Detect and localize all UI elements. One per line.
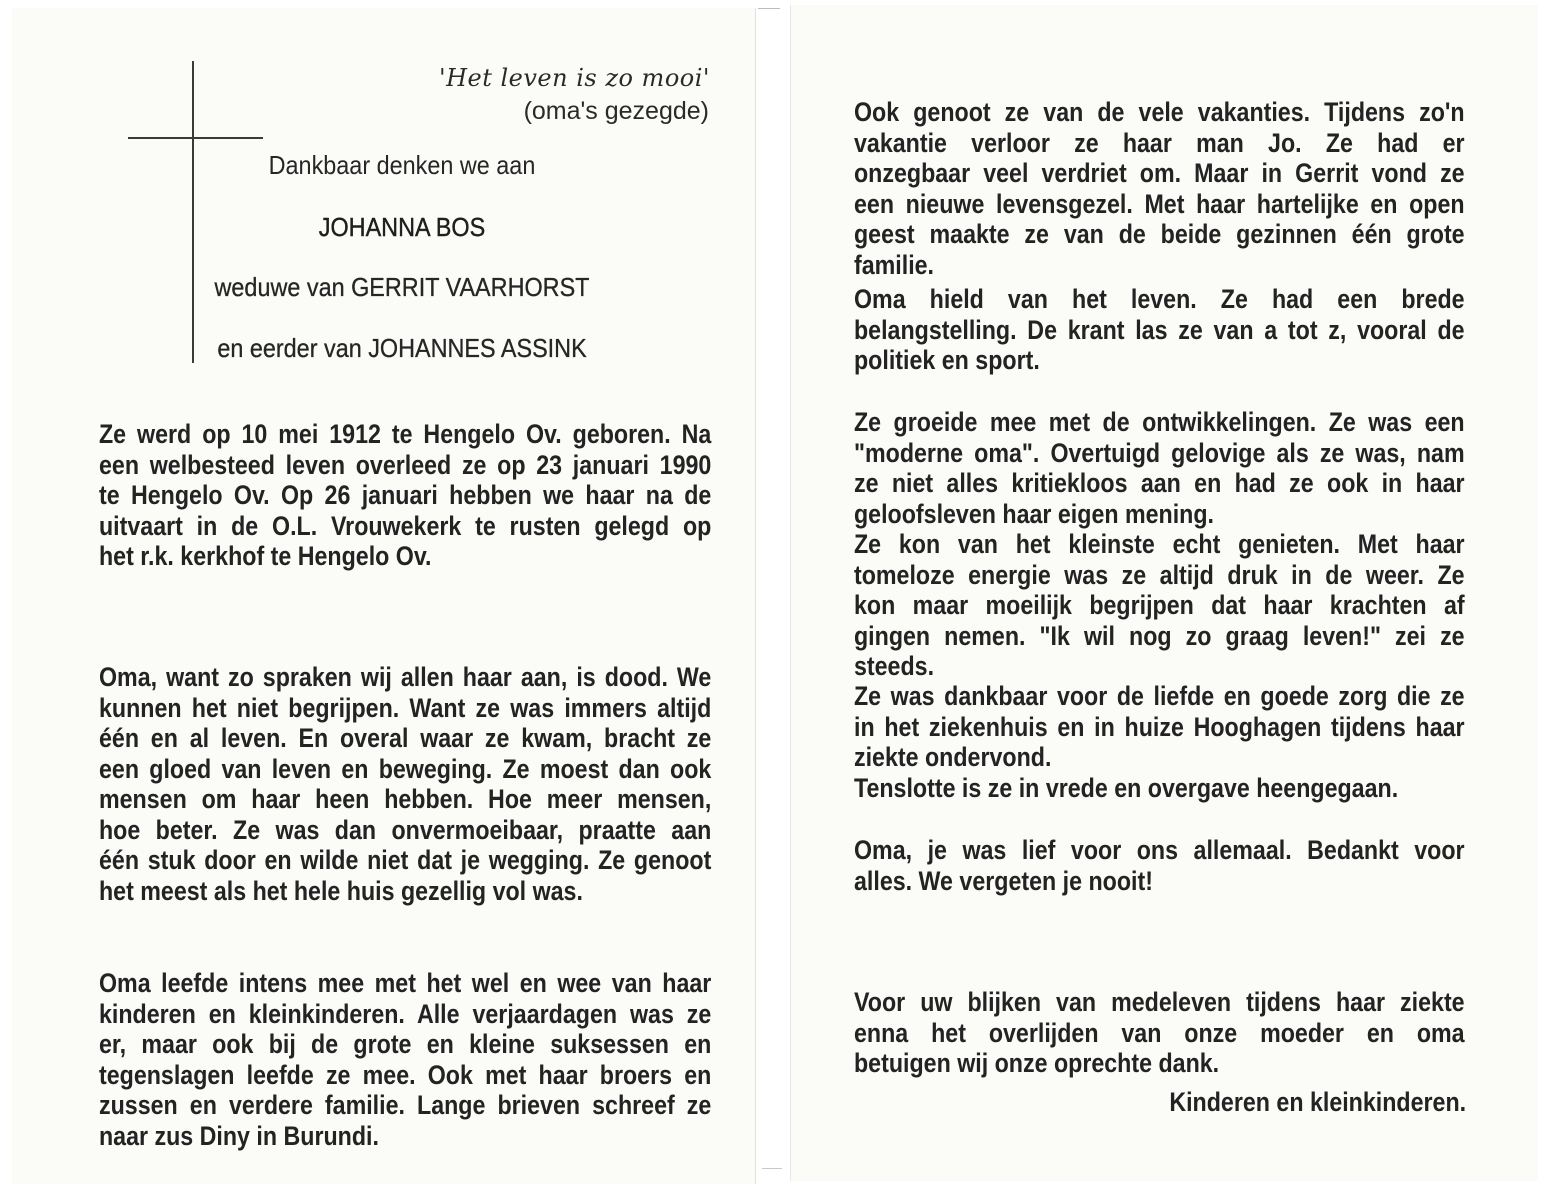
text-line: één stuk door en wilde niet dat je wegging. Ze genoot (99, 845, 712, 875)
card-fold-mark-top (758, 8, 780, 9)
farewell-paragraph (854, 835, 1465, 896)
energy-paragraph (854, 529, 1465, 682)
text-line: kon maar moeilijk begrijpen dat haar krachten af (854, 590, 1465, 620)
family-paragraph (99, 968, 711, 1151)
quote-text: 'Het leven is zo mooi' (438, 64, 710, 92)
text-line: familie. (854, 249, 935, 280)
text-line: tomeloze energie was ze altijd druk in de weer. Ze (854, 559, 1465, 590)
peace-paragraph (854, 773, 1465, 804)
text-line: mensen om haar heen hebben. Hoe meer mensen, (99, 784, 712, 814)
holidays-paragraph (854, 97, 1465, 280)
memorial-card-left-page (12, 8, 756, 1184)
birth-death-paragraph (99, 419, 711, 572)
text-line: uitvaart in de O.L. Vrouwekerk te rusten gelegd op (99, 510, 712, 541)
text-line: alles. We vergeten je nooit! (854, 865, 1153, 896)
text-line: ze niet alles kritiekloos aan en had ze ook in haar (854, 468, 1465, 498)
text-line: ziekte ondervond. (854, 742, 1052, 772)
text-line: het r.k. kerkhof te Hengelo Ov. (99, 541, 432, 571)
text-line: het meest als het hele huis gezellig vol was. (99, 875, 583, 906)
text-line: één en al leven. En overal waar ze kwam, bracht ze (99, 723, 712, 753)
text-line: Ze kon van het kleinste echt genieten. Met haar (854, 529, 1465, 559)
text-line: Ook genoot ze van de vele vakanties. Tijdens zo'n (854, 97, 1465, 127)
gratitude-care-paragraph (854, 681, 1465, 773)
text-line: "moderne oma". Overtuigd gelovige als ze was, nam (854, 437, 1465, 468)
signature-line: Kinderen en kleinkinderen. (1169, 1087, 1466, 1117)
memorial-card-right-page (790, 5, 1538, 1181)
text-line: een welbesteed leven overleed ze op 23 januari 1990 (99, 449, 712, 480)
text-line: Ze groeide mee met de ontwikkelingen. Ze was een (854, 407, 1465, 437)
interests-paragraph (854, 284, 1465, 376)
text-line: geest maakte ze van de beide gezinnen één grote (854, 219, 1465, 249)
text-line: kunnen het niet begrijpen. Want ze was immers altijd (99, 692, 712, 723)
text-line: Voor uw blijken van medeleven tijdens haar ziekte (854, 987, 1465, 1017)
thanks-paragraph (854, 987, 1465, 1079)
text-line: Oma leefde intens mee met het wel en wee van haar (99, 968, 712, 998)
text-line: zussen en verdere familie. Lange brieven schreef ze (99, 1090, 712, 1120)
previous-spouse-line: en eerder van JOHANNES ASSINK (217, 333, 587, 363)
text-line: politiek en sport. (854, 345, 1040, 375)
life-paragraph (99, 662, 711, 906)
text-line: onzegbaar veel verdriet om. Maar in Gerrit vond ze (854, 158, 1465, 188)
text-line: steeds. (854, 651, 935, 681)
text-line: een nieuwe levensgezel. Met haar hartelijke en open (854, 188, 1465, 219)
modern-oma-paragraph (854, 407, 1465, 529)
text-line: te Hengelo Ov. Op 26 januari hebben we haar na de (99, 480, 712, 510)
text-line: in het ziekenhuis en in huize Hooghagen tijdens haar (854, 711, 1465, 742)
text-line: Ze werd op 10 mei 1912 te Hengelo Ov. geboren. Na (99, 419, 712, 449)
text-line: Tenslotte is ze in vrede en overgave heengegaan. (854, 773, 1399, 803)
text-line: geloofsleven haar eigen mening. (854, 498, 1215, 529)
text-line: hoe beter. Ze was dan onvermoeibaar, praatte aan (99, 814, 712, 845)
text-line: Oma, want zo spraken wij allen haar aan, is dood. We (99, 662, 712, 692)
text-line: tegenslagen leefde ze mee. Ook met haar broers en (99, 1059, 712, 1090)
text-line: betuigen wij onze oprechte dank. (854, 1048, 1220, 1078)
cross-icon-horizontal-bar (128, 137, 263, 139)
intro-line: Dankbaar denken we aan (268, 150, 536, 180)
text-line: enna het overlijden van onze moeder en oma (854, 1017, 1465, 1048)
text-line: er, maar ook bij de grote en kleine suksessen en (99, 1029, 712, 1059)
quote-source: (oma's gezegde) (523, 97, 709, 125)
card-fold-mark-bottom (762, 1168, 782, 1169)
text-line: Oma hield van het leven. Ze had een brede (854, 284, 1465, 314)
deceased-name: JOHANNA BOS (318, 212, 486, 242)
text-line: Ze was dankbaar voor de liefde en goede zorg die ze (854, 681, 1465, 711)
text-line: naar zus Diny in Burundi. (99, 1120, 379, 1151)
text-line: gingen nemen. "Ik wil nog zo graag leven!" zei ze (854, 620, 1465, 651)
text-line: Oma, je was lief voor ons allemaal. Bedankt voor (854, 835, 1465, 865)
text-line: vakantie verloor ze haar man Jo. Ze had er (854, 127, 1465, 158)
text-line: kinderen en kleinkinderen. Alle verjaardagen was ze (99, 998, 712, 1029)
spouse-line: weduwe van GERRIT VAARHORST (214, 272, 590, 302)
text-line: belangstelling. De krant las ze van a tot z, vooral de (854, 314, 1465, 345)
text-line: een gloed van leven en beweging. Ze moest dan ook (99, 753, 712, 784)
